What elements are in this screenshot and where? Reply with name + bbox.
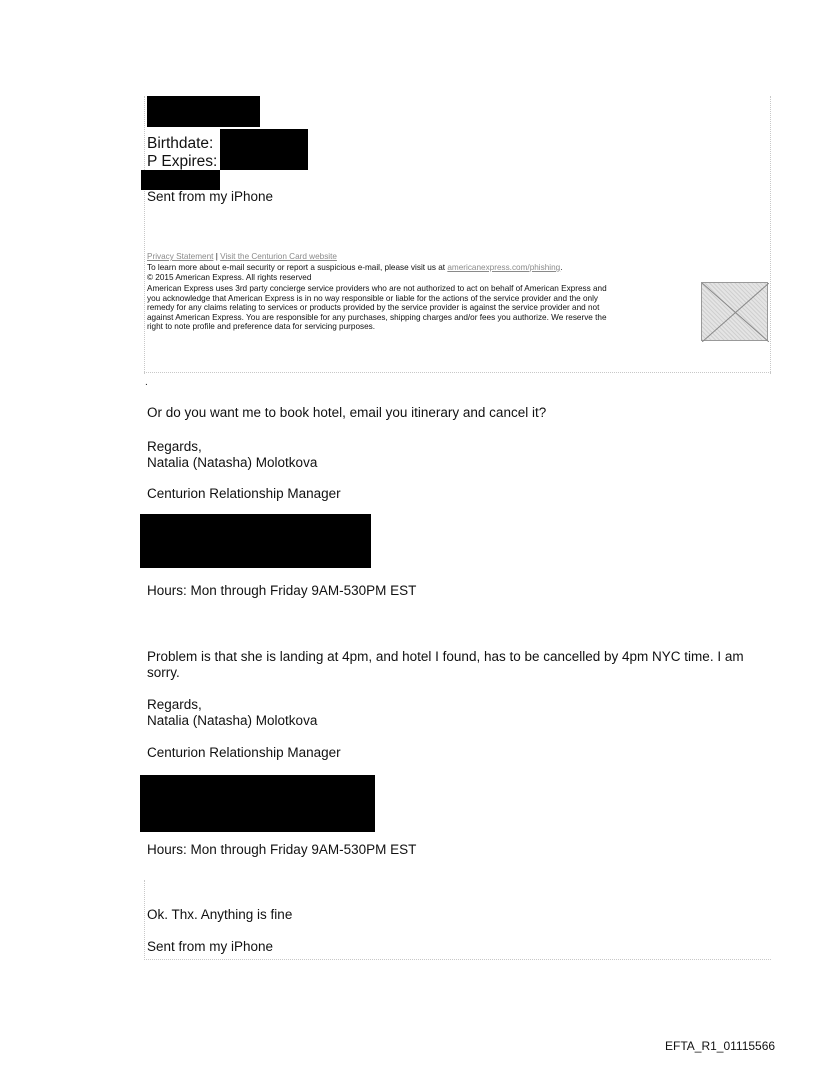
regards-text: Regards,: [147, 697, 202, 712]
hours-text: Hours: Mon through Friday 9AM-530PM EST: [147, 842, 417, 857]
disclaimer-line: you acknowledge that American Express is in no way responsible or liable for the actions of the service provider and the only: [147, 293, 599, 303]
broken-image-placeholder-icon: [701, 282, 768, 341]
security-notice: [147, 263, 562, 273]
security-notice-end: .: [560, 263, 563, 272]
sender-name: Natalia (Natasha) Molotkova: [147, 713, 318, 728]
reply-frame-bottom: [144, 959, 771, 960]
security-notice-text: To learn more about e-mail security or report a suspicious e-mail, please visit us at: [147, 263, 448, 272]
message-body: Or do you want me to book hotel, email you itinerary and cancel it?: [147, 405, 547, 420]
quoted-frame-right: [770, 96, 771, 374]
regards-text: Regards,: [147, 439, 202, 454]
sent-from-text: Sent from my iPhone: [147, 939, 274, 954]
sender-title: Centurion Relationship Manager: [147, 486, 341, 501]
copyright-text: © 2015 American Express. All rights reserved: [147, 273, 312, 282]
redaction-box: [220, 129, 308, 170]
hours-text: Hours: Mon through Friday 9AM-530PM EST: [147, 583, 417, 598]
sender-name: Natalia (Natasha) Molotkova: [147, 455, 318, 470]
privacy-statement-link[interactable]: Privacy Statement: [147, 252, 214, 261]
redaction-box: [141, 170, 220, 190]
quoted-frame-left: [144, 96, 145, 374]
sent-from-text: Sent from my iPhone: [147, 189, 274, 204]
p-expires-label: P Expires:: [147, 153, 218, 170]
link-separator: |: [215, 252, 218, 261]
birthdate-label: Birthdate:: [147, 135, 214, 152]
phishing-link[interactable]: americanexpress.com/phishing: [447, 263, 561, 272]
centurion-website-link[interactable]: Visit the Centurion Card website: [220, 252, 337, 261]
quoted-frame-bottom: [144, 372, 771, 373]
message-body-continued: sorry.: [147, 665, 180, 680]
stray-dot: .: [145, 377, 148, 388]
sender-title: Centurion Relationship Manager: [147, 745, 341, 760]
redaction-box: [147, 96, 260, 127]
disclaimer-line: right to note profile and preference data for servicing purposes.: [147, 322, 376, 332]
message-body: Ok. Thx. Anything is fine: [147, 907, 293, 922]
disclaimer-line: against American Express. You are responsible for any purchases, shipping charges and/or fees you authorize. We reserve the: [147, 312, 607, 322]
reply-frame-left: [144, 880, 145, 960]
message-body: Problem is that she is landing at 4pm, and hotel I found, has to be cancelled by 4pm NYC time. I am: [147, 649, 744, 664]
disclaimer-line: remedy for any claims relating to services or products provided by the service provider is against the service provider and not: [147, 303, 600, 313]
document-id: EFTA_R1_01115566: [665, 1039, 776, 1053]
redaction-box: [140, 514, 371, 568]
redaction-box: [140, 775, 375, 832]
disclaimer-line: American Express uses 3rd party concierge service providers who are not authorized to act on behalf of American Express and: [147, 284, 607, 293]
disclaimer: [147, 284, 607, 332]
footer-links: [147, 252, 337, 262]
